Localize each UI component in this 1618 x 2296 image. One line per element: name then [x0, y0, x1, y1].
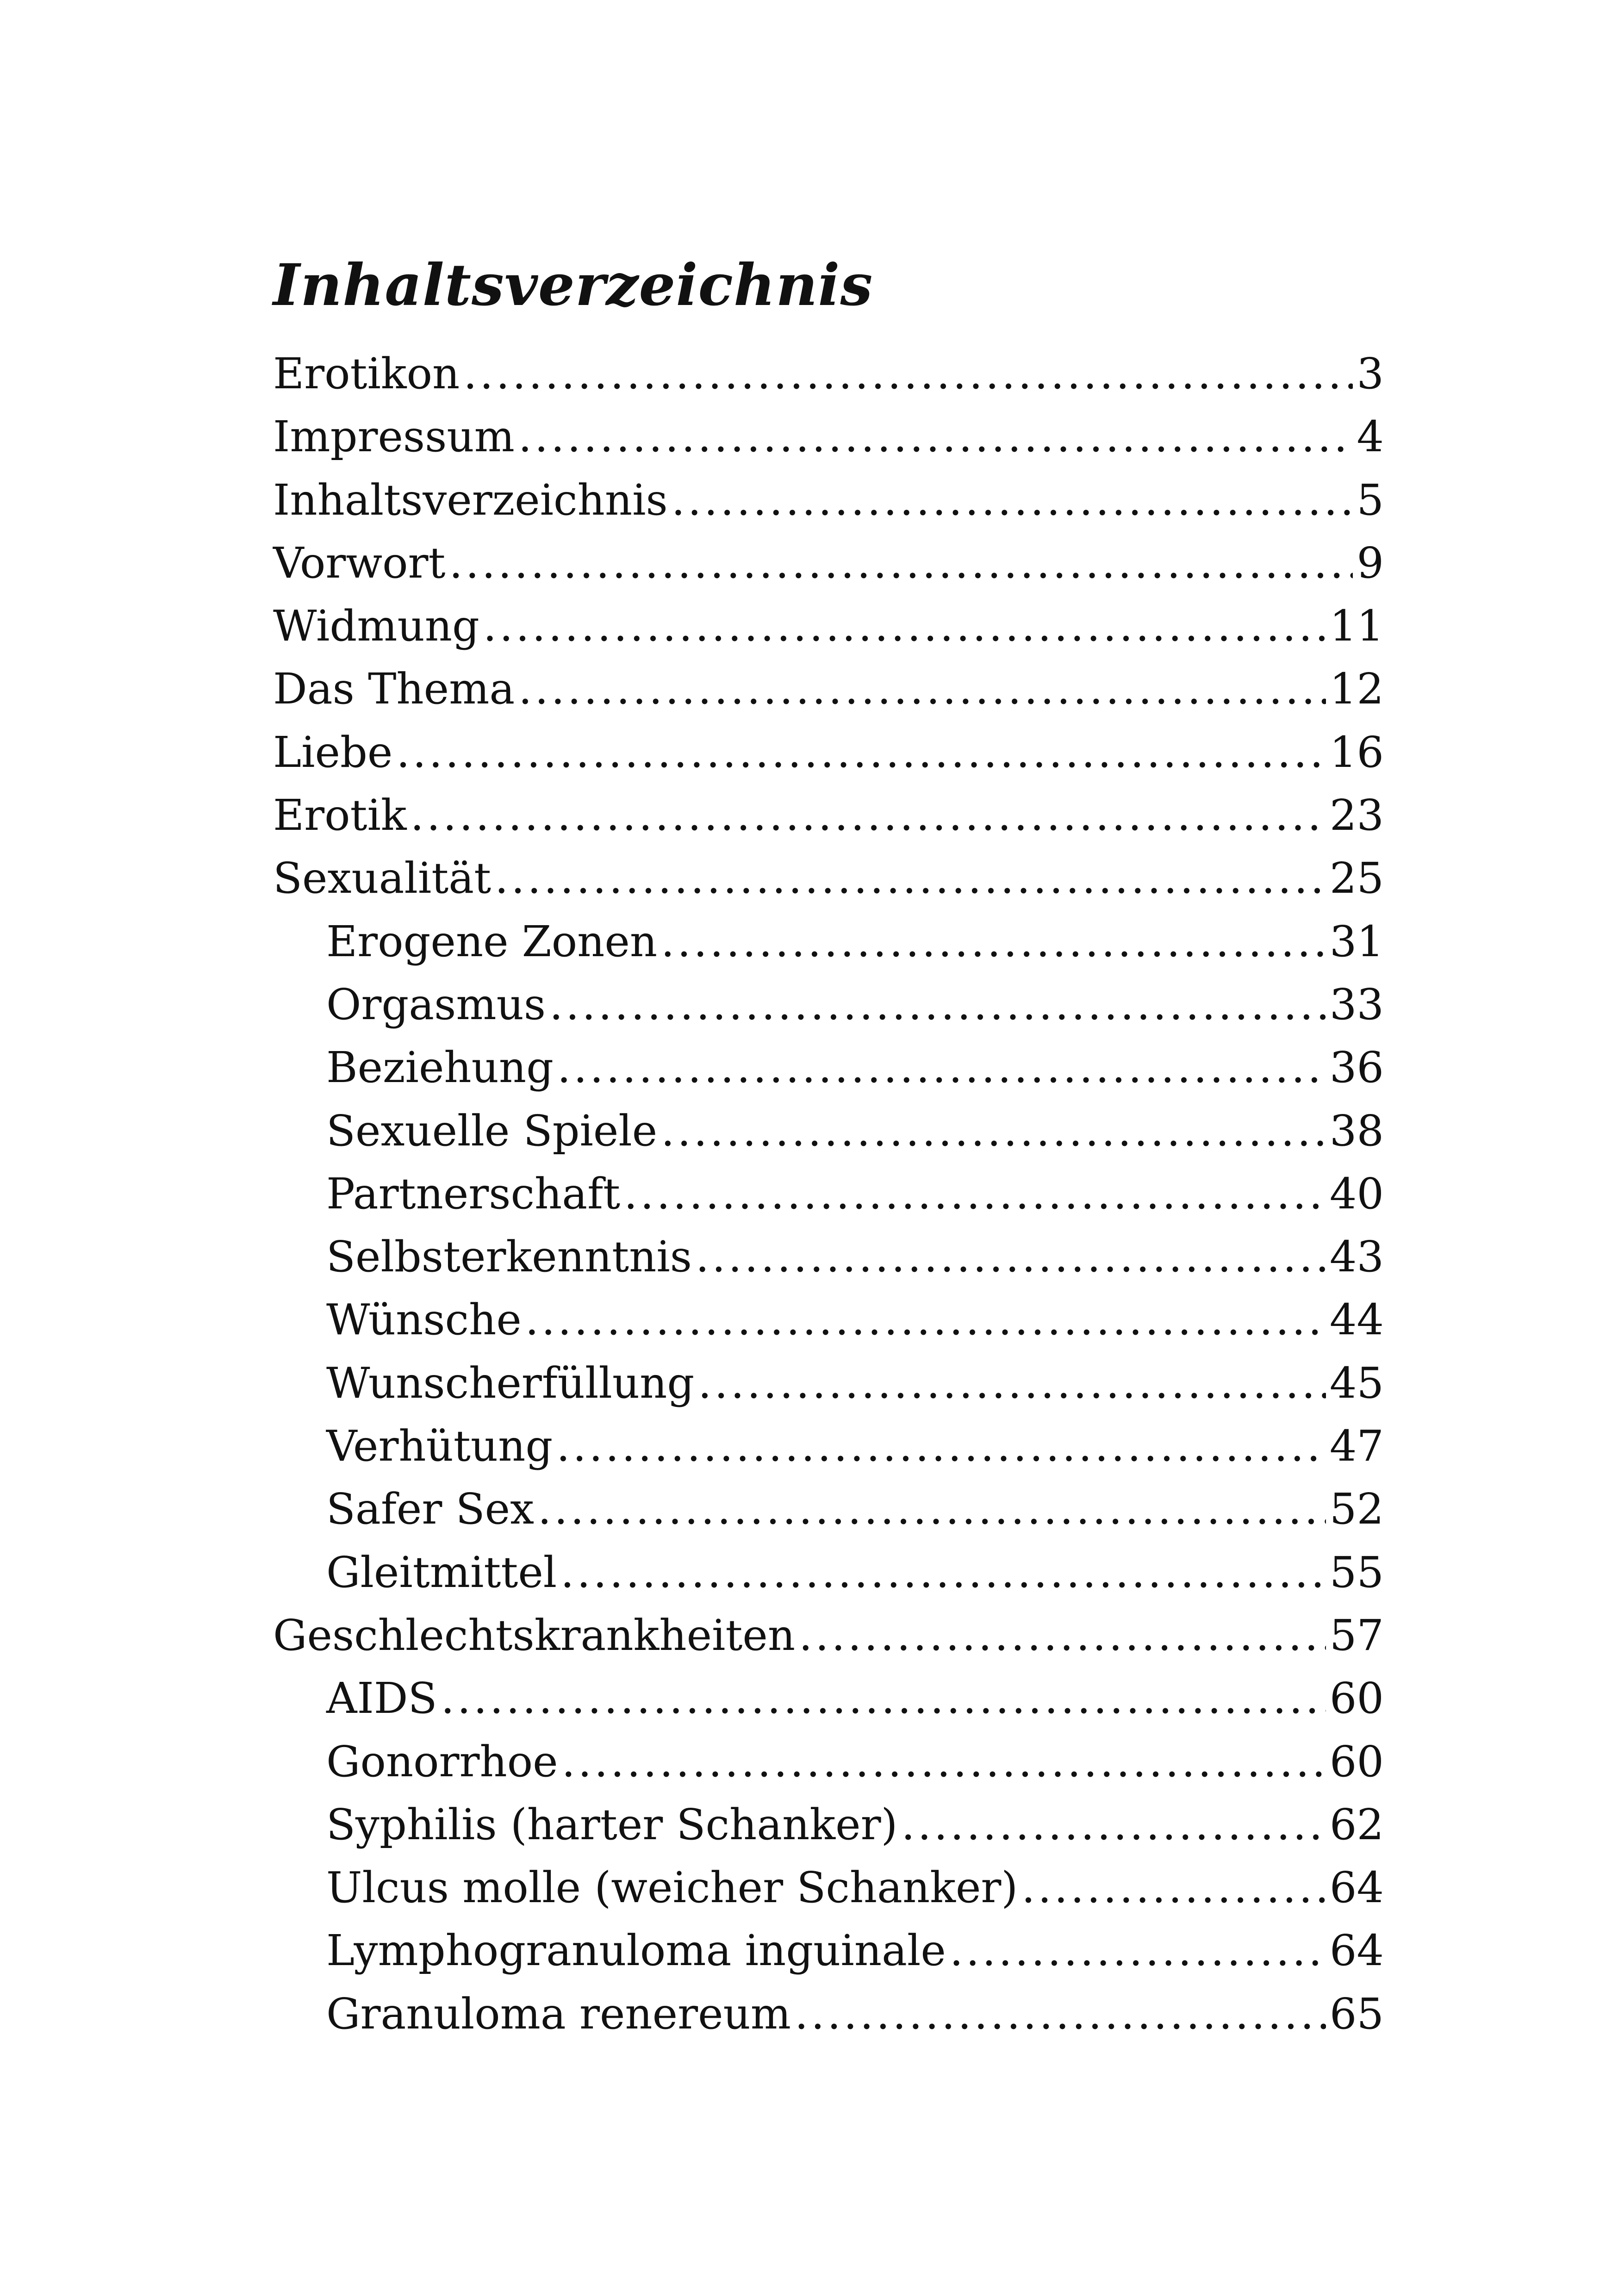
- toc-entry-label: Vorwort: [273, 538, 446, 588]
- toc-entry-page-number: 64: [1329, 1926, 1384, 1976]
- dot-leader: [950, 1919, 1326, 1982]
- toc-entry-page-number: 62: [1329, 1799, 1384, 1849]
- toc-entry-page-number: 33: [1329, 979, 1384, 1029]
- toc-entry-label: Impressum: [273, 412, 515, 462]
- toc-entry-page-number: 45: [1329, 1358, 1384, 1408]
- toc-entry-page-number: 64: [1329, 1863, 1384, 1913]
- toc-entry[interactable]: [273, 847, 1384, 910]
- toc-entry-label: Liebe: [273, 727, 393, 777]
- toc-entry[interactable]: [273, 1919, 1384, 1982]
- toc-entry-label: Wunscherfüllung: [326, 1358, 695, 1408]
- toc-entry-label: Erogene Zonen: [326, 916, 658, 966]
- toc-entry-page-number: 47: [1329, 1421, 1384, 1471]
- toc-entry-page-number: 65: [1329, 1989, 1384, 2039]
- toc-entry-page-number: 43: [1329, 1232, 1384, 1282]
- toc-entry-page-number: 57: [1329, 1610, 1384, 1660]
- toc-entry[interactable]: [273, 910, 1384, 973]
- toc-entry-label: Sexuelle Spiele: [326, 1106, 658, 1156]
- toc-entry-page-number: 23: [1329, 790, 1384, 840]
- table-of-contents: [273, 342, 1384, 2046]
- toc-entry[interactable]: [273, 532, 1384, 595]
- dot-leader: [538, 1478, 1326, 1541]
- toc-entry[interactable]: [273, 469, 1384, 532]
- dot-leader: [518, 405, 1353, 468]
- toc-entry-label: Widmung: [273, 601, 479, 651]
- toc-entry[interactable]: [273, 1352, 1384, 1415]
- toc-entry-page-number: 60: [1329, 1674, 1384, 1724]
- toc-entry[interactable]: [273, 721, 1384, 784]
- dot-leader: [624, 1163, 1326, 1226]
- toc-entry-label: Safer Sex: [326, 1484, 534, 1534]
- toc-entry[interactable]: [273, 1163, 1384, 1226]
- toc-entry-label: Geschlechtskrankheiten: [273, 1610, 796, 1660]
- toc-entry-label: Granuloma renereum: [326, 1989, 791, 2039]
- toc-entry-page-number: 55: [1329, 1547, 1384, 1597]
- dot-leader: [562, 1730, 1326, 1793]
- toc-entry-label: Partnerschaft: [326, 1169, 621, 1219]
- dot-leader: [696, 1226, 1326, 1288]
- toc-entry-label: Lymphogranuloma inguinale: [326, 1926, 946, 1976]
- toc-entry-page-number: 38: [1329, 1106, 1384, 1156]
- toc-entry[interactable]: [273, 1478, 1384, 1541]
- page-title: Inhaltsverzeichnis: [273, 252, 873, 319]
- toc-entry-label: AIDS: [326, 1674, 437, 1724]
- toc-entry-label: Ulcus molle (weicher Schanker): [326, 1863, 1018, 1913]
- toc-entry[interactable]: [273, 405, 1384, 468]
- dot-leader: [549, 973, 1326, 1036]
- dot-leader: [1021, 1856, 1326, 1919]
- dot-leader: [483, 595, 1326, 658]
- toc-entry-page-number: 44: [1329, 1295, 1384, 1345]
- toc-entry-label: Syphilis (harter Schanker): [326, 1799, 898, 1849]
- toc-entry-label: Orgasmus: [326, 979, 546, 1029]
- toc-entry[interactable]: [273, 1983, 1384, 2046]
- dot-leader: [396, 721, 1326, 784]
- toc-entry[interactable]: [273, 1667, 1384, 1730]
- toc-entry[interactable]: [273, 658, 1384, 721]
- dot-leader: [518, 658, 1326, 721]
- toc-entry-label: Erotikon: [273, 349, 460, 398]
- toc-entry-page-number: 4: [1357, 412, 1384, 462]
- toc-entry-page-number: 5: [1357, 475, 1384, 525]
- dot-leader: [698, 1352, 1326, 1415]
- toc-entry[interactable]: [273, 973, 1384, 1036]
- dot-leader: [525, 1288, 1326, 1351]
- toc-entry-label: Erotik: [273, 790, 407, 840]
- toc-entry[interactable]: [273, 1415, 1384, 1478]
- toc-entry-label: Gonorrhoe: [326, 1736, 558, 1786]
- toc-entry-page-number: 9: [1357, 538, 1384, 588]
- dot-leader: [495, 847, 1326, 910]
- toc-entry[interactable]: [273, 1541, 1384, 1604]
- dot-leader: [557, 1036, 1326, 1099]
- dot-leader: [672, 469, 1353, 532]
- toc-entry-page-number: 12: [1329, 664, 1384, 714]
- dot-leader: [661, 910, 1326, 973]
- toc-entry-label: Wünsche: [326, 1295, 522, 1345]
- toc-entry[interactable]: [273, 1226, 1384, 1288]
- toc-entry[interactable]: [273, 595, 1384, 658]
- toc-entry[interactable]: [273, 1036, 1384, 1099]
- toc-entry-page-number: 31: [1329, 916, 1384, 966]
- dot-leader: [799, 1604, 1326, 1667]
- dot-leader: [463, 342, 1353, 405]
- toc-entry[interactable]: [273, 342, 1384, 405]
- dot-leader: [795, 1983, 1326, 2046]
- toc-entry-page-number: 40: [1329, 1169, 1384, 1219]
- toc-entry-label: Selbsterkenntnis: [326, 1232, 692, 1282]
- dot-leader: [556, 1415, 1326, 1478]
- toc-entry[interactable]: [273, 1288, 1384, 1351]
- toc-entry-label: Das Thema: [273, 664, 515, 714]
- toc-entry-label: Sexualität: [273, 853, 492, 903]
- toc-entry-page-number: 11: [1329, 601, 1384, 651]
- toc-entry-label: Gleitmittel: [326, 1547, 557, 1597]
- toc-entry-page-number: 25: [1329, 853, 1384, 903]
- toc-entry-page-number: 52: [1329, 1484, 1384, 1534]
- toc-entry[interactable]: [273, 1793, 1384, 1856]
- dot-leader: [661, 1100, 1326, 1163]
- dot-leader: [901, 1793, 1326, 1856]
- toc-entry[interactable]: [273, 784, 1384, 847]
- toc-entry-page-number: 3: [1357, 349, 1384, 398]
- toc-entry[interactable]: [273, 1100, 1384, 1163]
- toc-entry[interactable]: [273, 1730, 1384, 1793]
- dot-leader: [449, 532, 1353, 595]
- dot-leader: [560, 1541, 1326, 1604]
- dot-leader: [441, 1667, 1326, 1730]
- toc-entry-label: Verhütung: [326, 1421, 553, 1471]
- toc-entry-page-number: 36: [1329, 1043, 1384, 1093]
- toc-entry[interactable]: [273, 1604, 1384, 1667]
- toc-entry-label: Beziehung: [326, 1043, 554, 1093]
- dot-leader: [411, 784, 1326, 847]
- toc-entry-page-number: 60: [1329, 1736, 1384, 1786]
- toc-entry-page-number: 16: [1329, 727, 1384, 777]
- toc-entry-label: Inhaltsverzeichnis: [273, 475, 668, 525]
- toc-entry[interactable]: [273, 1856, 1384, 1919]
